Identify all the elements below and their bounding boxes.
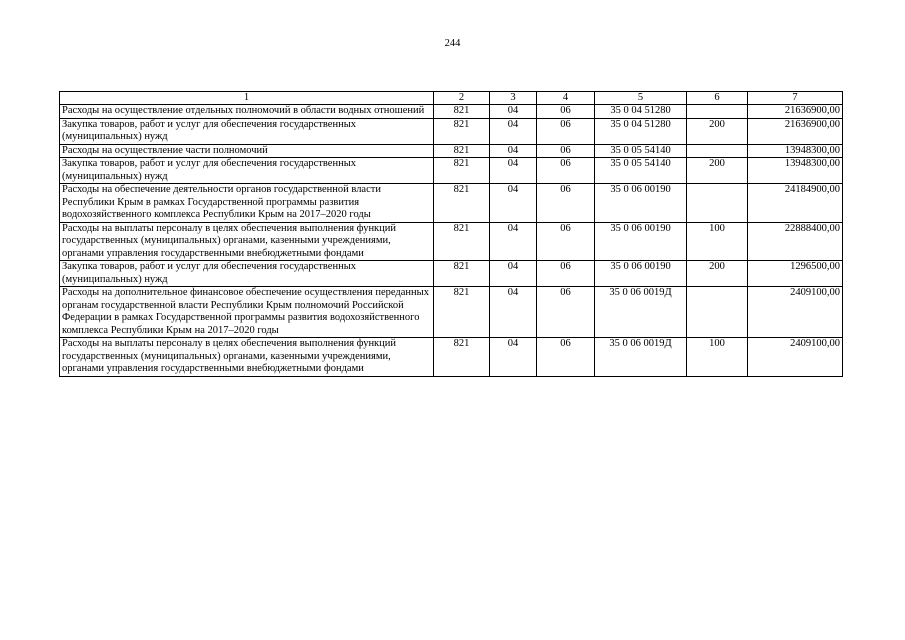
row-amount: 24184900,00 [748,184,843,223]
row-expense-type [687,184,748,223]
table-row [60,222,843,261]
row-amount: 2409100,00 [748,338,843,377]
table-row [60,118,843,144]
header-col-2: 2 [434,92,490,105]
row-target-article: 35 0 06 0019Д [595,287,687,338]
row-amount: 1296500,00 [748,261,843,287]
header-col-6: 6 [687,92,748,105]
row-description: Закупка товаров, работ и услуг для обеспечения государственных (муниципальных) нужд [60,261,434,287]
row-ministry-code: 821 [434,144,490,158]
row-ministry-code: 821 [434,118,490,144]
header-col-1: 1 [60,92,434,105]
row-target-article: 35 0 05 54140 [595,158,687,184]
row-subsection-code: 06 [537,184,595,223]
row-description: Расходы на обеспечение деятельности органов государственной власти Республики Крым в рамках Государственной программы развития водохозяйственного комплекса Республики Крым на 2017–2020 годы [60,184,434,223]
header-col-7: 7 [748,92,843,105]
row-ministry-code: 821 [434,158,490,184]
row-description: Расходы на осуществление части полномочий [60,144,434,158]
row-description: Закупка товаров, работ и услуг для обеспечения государственных (муниципальных) нужд [60,158,434,184]
row-subsection-code: 06 [537,105,595,119]
table-row [60,144,843,158]
row-description: Закупка товаров, работ и услуг для обеспечения государственных (муниципальных) нужд [60,118,434,144]
table-row [60,261,843,287]
row-amount: 21636900,00 [748,118,843,144]
row-expense-type: 100 [687,338,748,377]
row-section-code: 04 [490,158,537,184]
row-amount: 21636900,00 [748,105,843,119]
row-target-article: 35 0 06 00190 [595,222,687,261]
row-ministry-code: 821 [434,287,490,338]
table-row [60,338,843,377]
row-target-article: 35 0 04 51280 [595,118,687,144]
row-section-code: 04 [490,105,537,119]
row-subsection-code: 06 [537,338,595,377]
row-section-code: 04 [490,222,537,261]
table-row [60,184,843,223]
row-target-article: 35 0 05 54140 [595,144,687,158]
row-ministry-code: 821 [434,184,490,223]
row-expense-type [687,287,748,338]
row-description: Расходы на выплаты персоналу в целях обеспечения выполнения функций государственных (муниципальных) органами, казенными учреждениями, органами управления государственными внебюджетными фондами [60,338,434,377]
row-amount: 22888400,00 [748,222,843,261]
row-ministry-code: 821 [434,261,490,287]
row-expense-type: 100 [687,222,748,261]
row-expense-type [687,144,748,158]
row-section-code: 04 [490,118,537,144]
row-target-article: 35 0 06 00190 [595,261,687,287]
table-row [60,287,843,338]
header-col-5: 5 [595,92,687,105]
row-expense-type [687,105,748,119]
row-target-article: 35 0 04 51280 [595,105,687,119]
row-amount: 2409100,00 [748,287,843,338]
row-section-code: 04 [490,184,537,223]
header-col-4: 4 [537,92,595,105]
row-description: Расходы на осуществление отдельных полномочий в области водных отношений [60,105,434,119]
row-subsection-code: 06 [537,261,595,287]
row-subsection-code: 06 [537,158,595,184]
header-row [60,92,843,105]
row-subsection-code: 06 [537,144,595,158]
table-row [60,105,843,119]
page-number: 244 [444,38,461,49]
table-body [60,105,843,377]
row-expense-type: 200 [687,158,748,184]
row-amount: 13948300,00 [748,158,843,184]
row-ministry-code: 821 [434,338,490,377]
row-expense-type: 200 [687,261,748,287]
row-section-code: 04 [490,144,537,158]
budget-table [59,91,843,377]
row-section-code: 04 [490,338,537,377]
row-description: Расходы на дополнительное финансовое обеспечение осуществления переданных органам государственной власти Республики Крым полномочий Российской Федерации в рамках Государственной программы развития водохозяйственного комплекса Республики Крым на 2017–2020 годы [60,287,434,338]
row-section-code: 04 [490,261,537,287]
row-ministry-code: 821 [434,222,490,261]
row-section-code: 04 [490,287,537,338]
row-subsection-code: 06 [537,287,595,338]
row-subsection-code: 06 [537,222,595,261]
row-description: Расходы на выплаты персоналу в целях обеспечения выполнения функций государственных (муниципальных) органами, казенными учреждениями, органами управления государственными внебюджетными фондами [60,222,434,261]
table-row [60,158,843,184]
row-ministry-code: 821 [434,105,490,119]
header-col-3: 3 [490,92,537,105]
row-target-article: 35 0 06 0019Д [595,338,687,377]
row-amount: 13948300,00 [748,144,843,158]
row-expense-type: 200 [687,118,748,144]
row-subsection-code: 06 [537,118,595,144]
row-target-article: 35 0 06 00190 [595,184,687,223]
